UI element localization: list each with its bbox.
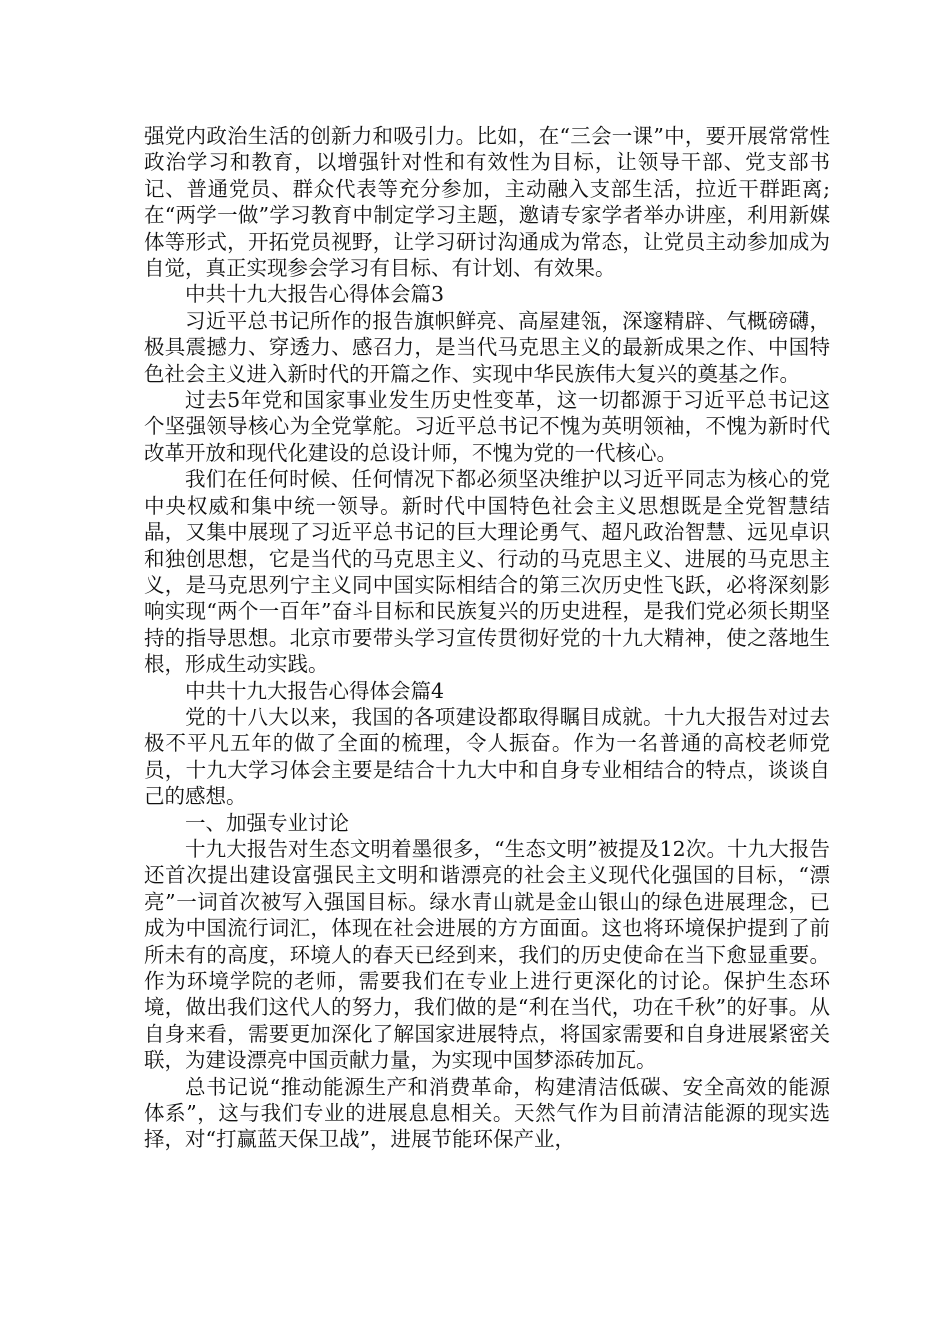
paragraph: 我们在任何时候、任何情况下都必须坚决维护以习近平同志为核心的党中央权威和集中统一领导。新时代中国特色社会主义思想既是全党智慧结晶，又集中展现了习近平总书记的巨大理论勇气、超凡政治智慧、远见卓识和独创思想，它是当代的马克思主义、行动的马克思主义、进展的马克思主义，是马克思列宁主义同中国实际相结合的第三次历史性飞跃，必将深刻影响实现“两个一百年”奋斗目标和民族复兴的历史进程，是我们党必须长期坚持的指导思想。北京市要带头学习宣传贯彻好党的十九大精神，使之落地生根，形成生动实践。 [144,467,830,677]
paragraph: 习近平总书记所作的报告旗帜鲜亮、高屋建瓴，深邃精辟、气概磅礴，极具震撼力、穿透力、感召力，是当代马克思主义的最新成果之作、中国特色社会主义进入新时代的开篇之作、实现中华民族伟大复兴的奠基之作。 [144,308,830,386]
paragraph: 十九大报告对生态文明着墨很多，“生态文明”被提及12次。十九大报告还首次提出建设富强民主文明和谐漂亮的社会主义现代化强国的目标，“漂亮”一词首次被写入强国目标。绿水青山就是金山银山的绿色进展理念，已成为中国流行词汇，体现在社会进展的方方面面。这也将环境保护提到了前所未有的高度，环境人的春天已经到来，我们的历史使命在当下愈显重要。作为环境学院的老师，需要我们在专业上进行更深化的讨论。保护生态环境，做出我们这代人的努力，我们做的是“利在当代，功在千秋”的好事。从自身来看，需要更加深化了解国家进展特点，将国家需要和自身进展紧密关联，为建设漂亮中国贡献力量，为实现中国梦添砖加瓦。 [144,836,830,1073]
paragraph: 党的十八大以来，我国的各项建设都取得瞩目成就。十九大报告对过去极不平凡五年的做了全面的梳理，令人振奋。作为一名普通的高校老师党员，十九大学习体会主要是结合十九大中和自身专业相结合的特点，谈谈自己的感想。 [144,704,830,809]
paragraph-continued: 强党内政治生活的创新力和吸引力。比如，在“三会一课”中，要开展常常性政治学习和教育，以增强针对性和有效性为目标，让领导干部、党支部书记、普通党员、群众代表等充分参加，主动融入支部生活，拉近干群距离;在“两学一做”学习教育中制定学习主题，邀请专家学者举办讲座，利用新媒体等形式，开拓党员视野，让学习研讨沟通成为常态，让党员主动参加成为自觉，真正实现参会学习有目标、有计划、有效果。 [144,124,830,281]
paragraph: 过去5年党和国家事业发生历史性变革，这一切都源于习近平总书记这个坚强领导核心为全党掌舵。习近平总书记不愧为英明领袖，不愧为新时代改革开放和现代化建设的总设计师，不愧为党的一代核心。 [144,388,830,465]
section-heading-part-4: 中共十九大报告心得体会篇4 [185,678,445,703]
document-body [144,123,830,1153]
section-heading-part-3: 中共十九大报告心得体会篇3 [185,282,445,307]
paragraph: 总书记说“推动能源生产和消费革命，构建清洁低碳、安全高效的能源体系”，这与我们专业的进展息息相关。天然气作为目前清洁能源的现实选择，对“打赢蓝天保卫战”，进展节能环保产业， [144,1074,830,1152]
subheading-professional-discussion: 一、加强专业讨论 [185,810,349,835]
